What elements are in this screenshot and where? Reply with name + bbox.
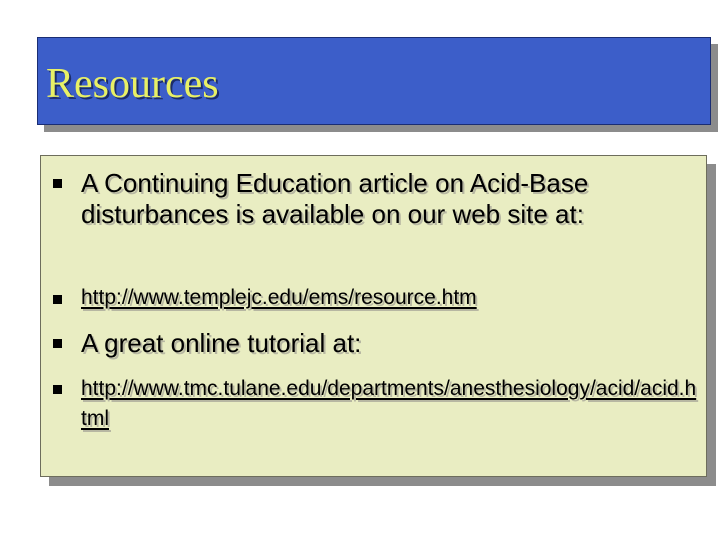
templejc-link[interactable]: http://www.templejc.edu/ems/resource.htm: [81, 286, 477, 309]
content-box: [40, 155, 707, 477]
title-box: [37, 37, 711, 125]
square-bullet-icon: [53, 385, 62, 394]
square-bullet-icon: [53, 295, 62, 304]
slide-title: Resources: [46, 61, 219, 107]
square-bullet-icon: [53, 179, 62, 188]
bullet-text-tutorial: A great online tutorial at:: [81, 328, 362, 358]
bullet-text-article: A Continuing Education article on Acid-Base disturbances is available on our web site at:: [81, 168, 589, 229]
tulane-link[interactable]: http://www.tmc.tulane.edu/departments/anesthesiology/acid/acid.html: [81, 377, 697, 430]
square-bullet-icon: [53, 339, 62, 348]
